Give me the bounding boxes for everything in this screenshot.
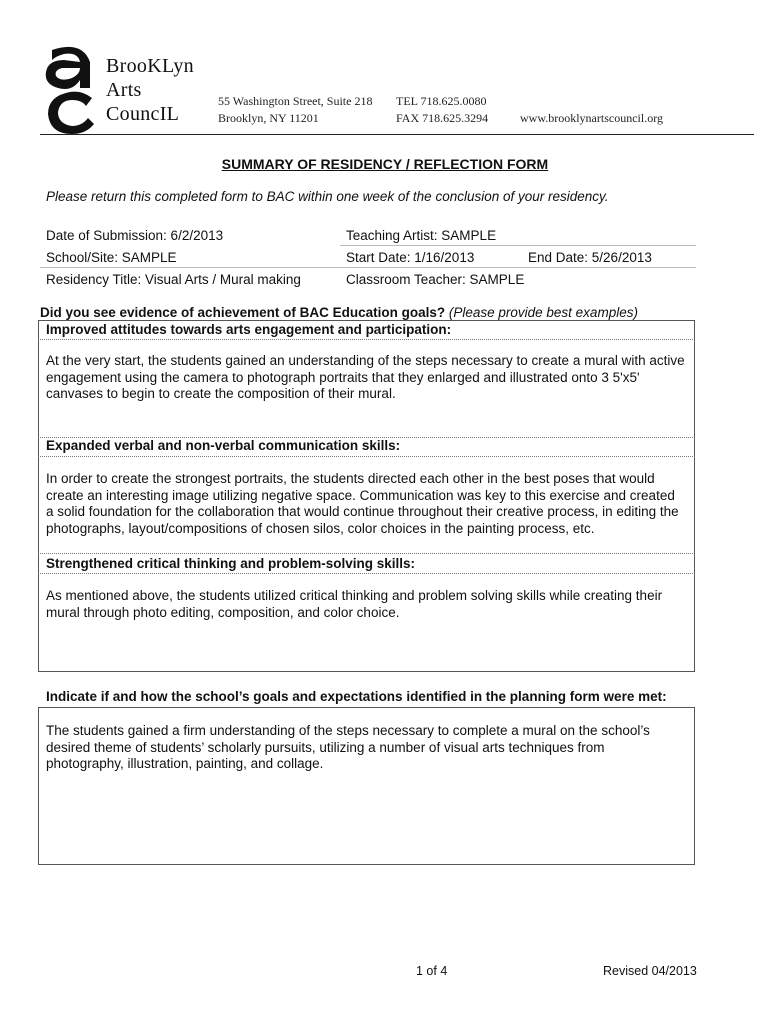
residency-title: Residency Title: Visual Arts / Mural making <box>46 272 301 287</box>
section-text-communication[interactable]: In order to create the strongest portraits, the students directed each other in the best poses that would create an interesting image utilizing negative space. Communication was key to this exercise and created a solid foundation for the collaboration that would continue throughout their creative process, in editing the photographs, layout/compositions of chosen silos, color choices in the painting process, etc. <box>46 471 679 536</box>
goals-question-text: Did you see evidence of achievement of BAC Education goals? <box>40 305 446 320</box>
website: www.brooklynartscouncil.org <box>520 111 663 125</box>
school-goals-text[interactable]: The students gained a firm understanding of the steps necessary to complete a mural on the school’s desired theme of students’ scholarly pursuits, utilizing a number of visual arts techniques from photography, illustration, painting, and collage. <box>46 723 650 771</box>
section-heading-critical-thinking: Strengthened critical thinking and problem-solving skills: <box>46 556 416 571</box>
section-text-critical-thinking[interactable]: As mentioned above, the students utilized critical thinking and problem solving skills while creating their mural through photo editing, composition, and color choice. <box>46 588 663 620</box>
school-goals-question: Indicate if and how the school’s goals and expectations identified in the planning form were met: <box>46 689 667 704</box>
bac-logo-mark <box>42 44 98 134</box>
address-line-1: 55 Washington Street, Suite 218 <box>218 94 373 108</box>
goals-question-note: (Please provide best examples) <box>448 305 638 320</box>
section-separator <box>38 456 695 457</box>
school-site: School/Site: SAMPLE <box>46 250 177 265</box>
form-instructions: Please return this completed form to BAC within one week of the conclusion of your residency. <box>46 189 609 204</box>
org-name-line-1: BrooKLyn <box>106 55 194 77</box>
section-text-attitudes[interactable]: At the very start, the students gained an understanding of the steps necessary to create a mural with active engagement using the camera to photograph portraits that they enlarged and illustrated onto 3 5'x5' canvases to begin to create the composition of their mural. <box>46 353 685 401</box>
revision-date: Revised 04/2013 <box>603 964 697 978</box>
start-date: Start Date: 1/16/2013 <box>346 250 475 265</box>
end-date: End Date: 5/26/2013 <box>528 250 652 265</box>
section-heading-communication: Expanded verbal and non-verbal communication skills: <box>46 438 401 453</box>
section-separator <box>38 339 695 340</box>
section-separator <box>38 573 695 574</box>
form-title: SUMMARY OF RESIDENCY / REFLECTION FORM <box>221 156 549 172</box>
info-rule-1 <box>340 245 696 246</box>
section-separator <box>38 553 695 554</box>
page-number: 1 of 4 <box>416 964 448 978</box>
org-name-line-2: Arts <box>106 79 142 101</box>
fax: FAX 718.625.3294 <box>396 111 489 125</box>
date-of-submission: Date of Submission: 6/2/2013 <box>46 228 224 243</box>
telephone: TEL 718.625.0080 <box>396 94 487 108</box>
goals-question <box>40 305 638 320</box>
info-rule-2 <box>40 267 696 268</box>
teaching-artist: Teaching Artist: SAMPLE <box>346 228 497 243</box>
classroom-teacher: Classroom Teacher: SAMPLE <box>346 272 525 287</box>
org-name-line-3: CouncIL <box>106 103 180 125</box>
section-heading-attitudes: Improved attitudes towards arts engagement and participation: <box>46 322 452 337</box>
address-line-2: Brooklyn, NY 11201 <box>218 111 319 125</box>
header-rule <box>40 134 754 135</box>
